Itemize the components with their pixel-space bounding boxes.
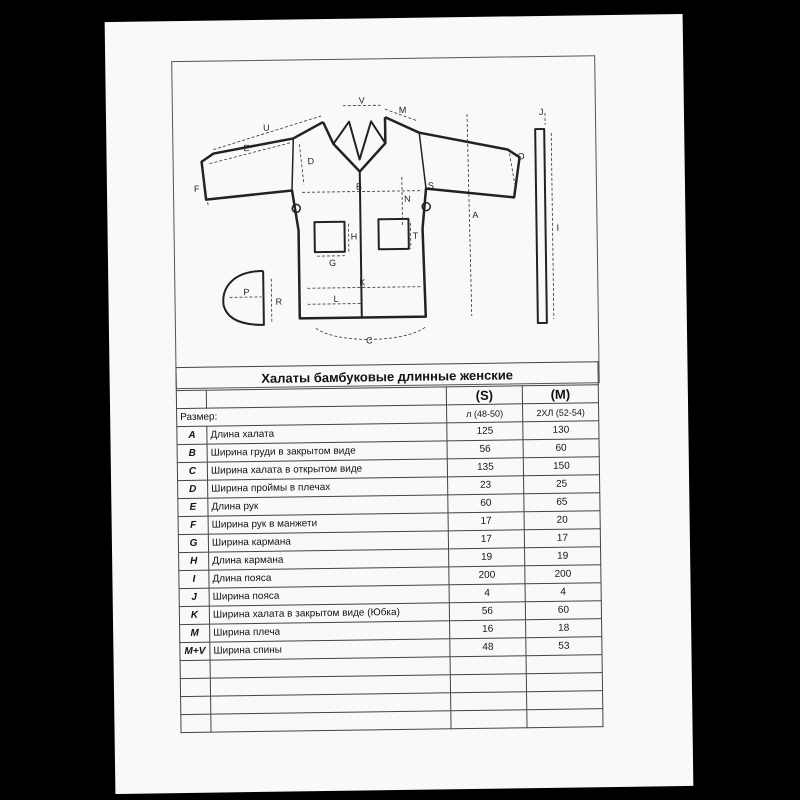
row-size-s: 56 [449,602,525,621]
row-size-m: 150 [523,457,599,476]
dim-label-e: E [243,143,250,154]
row-size-s: 56 [447,440,523,459]
dim-label-m: M [398,104,407,115]
row-size-s: 17 [448,530,524,549]
row-size-m: 130 [523,421,599,440]
row-name: Ширина халата в закрытом виде (Юбка) [209,603,449,624]
row-name: Ширина кармана [208,531,448,552]
row-name: Ширина пояса [209,585,449,606]
size-s-header: (S) [446,386,522,405]
row-size-m: 19 [525,547,601,566]
row-name: Длина рук [208,495,448,516]
row-code: F [178,516,208,534]
dim-label-n: N [404,193,411,204]
document-page [105,14,694,794]
row-size-m: 53 [526,637,602,656]
row-code: G [178,534,208,552]
dim-label-t: T [412,230,419,241]
size-s-range: л (48-50) [447,404,523,423]
dim-label-f: F [193,183,200,194]
row-code: H [179,552,209,570]
dim-label-d: D [307,156,315,167]
row-name: Ширина рук в манжети [208,513,448,534]
row-code: C [177,462,207,480]
row-size-m: 18 [526,619,602,638]
row-name: Ширина проймы в плечах [208,477,448,498]
dim-label-j: J [538,106,544,118]
garment-diagram [171,55,600,389]
row-size-s: 125 [447,422,523,441]
row-name: Ширина груди в закрытом виде [207,441,447,462]
row-size-s: 16 [450,620,526,639]
row-name: Длина кармана [209,549,449,570]
row-code: K [179,606,209,624]
dim-label-r: R [275,296,283,307]
row-name: Длина халата [207,423,447,444]
row-code: I [179,570,209,588]
dim-label-o: O [517,151,525,162]
row-code: M+V [180,642,210,660]
row-size-m: 17 [524,529,600,548]
row-size-m: 25 [524,475,600,494]
row-code: A [177,426,207,444]
robe-sketch [172,56,599,388]
row-code: D [178,480,208,498]
dim-label-k: K [359,277,366,288]
row-size-s: 17 [448,512,524,531]
size-chart [175,361,602,733]
row-name: Ширина спины [210,639,450,660]
size-m-header: (M) [522,385,598,404]
row-size-s: 19 [449,548,525,567]
row-size-s: 4 [449,584,525,603]
dim-label-p: P [243,287,250,298]
row-code: M [180,624,210,642]
row-size-s: 23 [448,476,524,495]
row-size-s: 200 [449,566,525,585]
row-size-m: 60 [523,439,599,458]
table-title: Халаты бамбуковые длинные женские [176,362,598,391]
row-size-m: 4 [525,583,601,602]
row-code: E [178,498,208,516]
dim-label-b: B [355,181,363,192]
size-table [175,361,603,733]
dim-label-h: H [350,231,358,242]
row-size-m: 20 [524,511,600,530]
row-size-m: 65 [524,493,600,512]
row-size-s: 60 [448,494,524,513]
dim-label-i: I [556,222,560,233]
size-m-range: 2ХЛ (52-54) [523,403,599,422]
row-size-m: 200 [525,565,601,584]
dim-label-u: U [263,122,270,133]
dim-label-a: A [472,209,479,220]
dim-label-v: V [358,95,365,106]
row-size-s: 135 [447,458,523,477]
dim-label-s: S [427,180,435,191]
row-name: Ширина халата в открытом виде [207,459,447,480]
dim-label-l: L [333,293,339,304]
row-code: J [179,588,209,606]
dim-label-c: C [366,335,373,346]
size-label: Размер: [177,405,447,427]
row-size-m: 60 [525,601,601,620]
row-code: B [177,444,207,462]
row-name: Ширина плеча [210,621,450,642]
row-name: Длина пояса [209,567,449,588]
dim-label-g: G [328,257,337,268]
row-size-s: 48 [450,638,526,657]
